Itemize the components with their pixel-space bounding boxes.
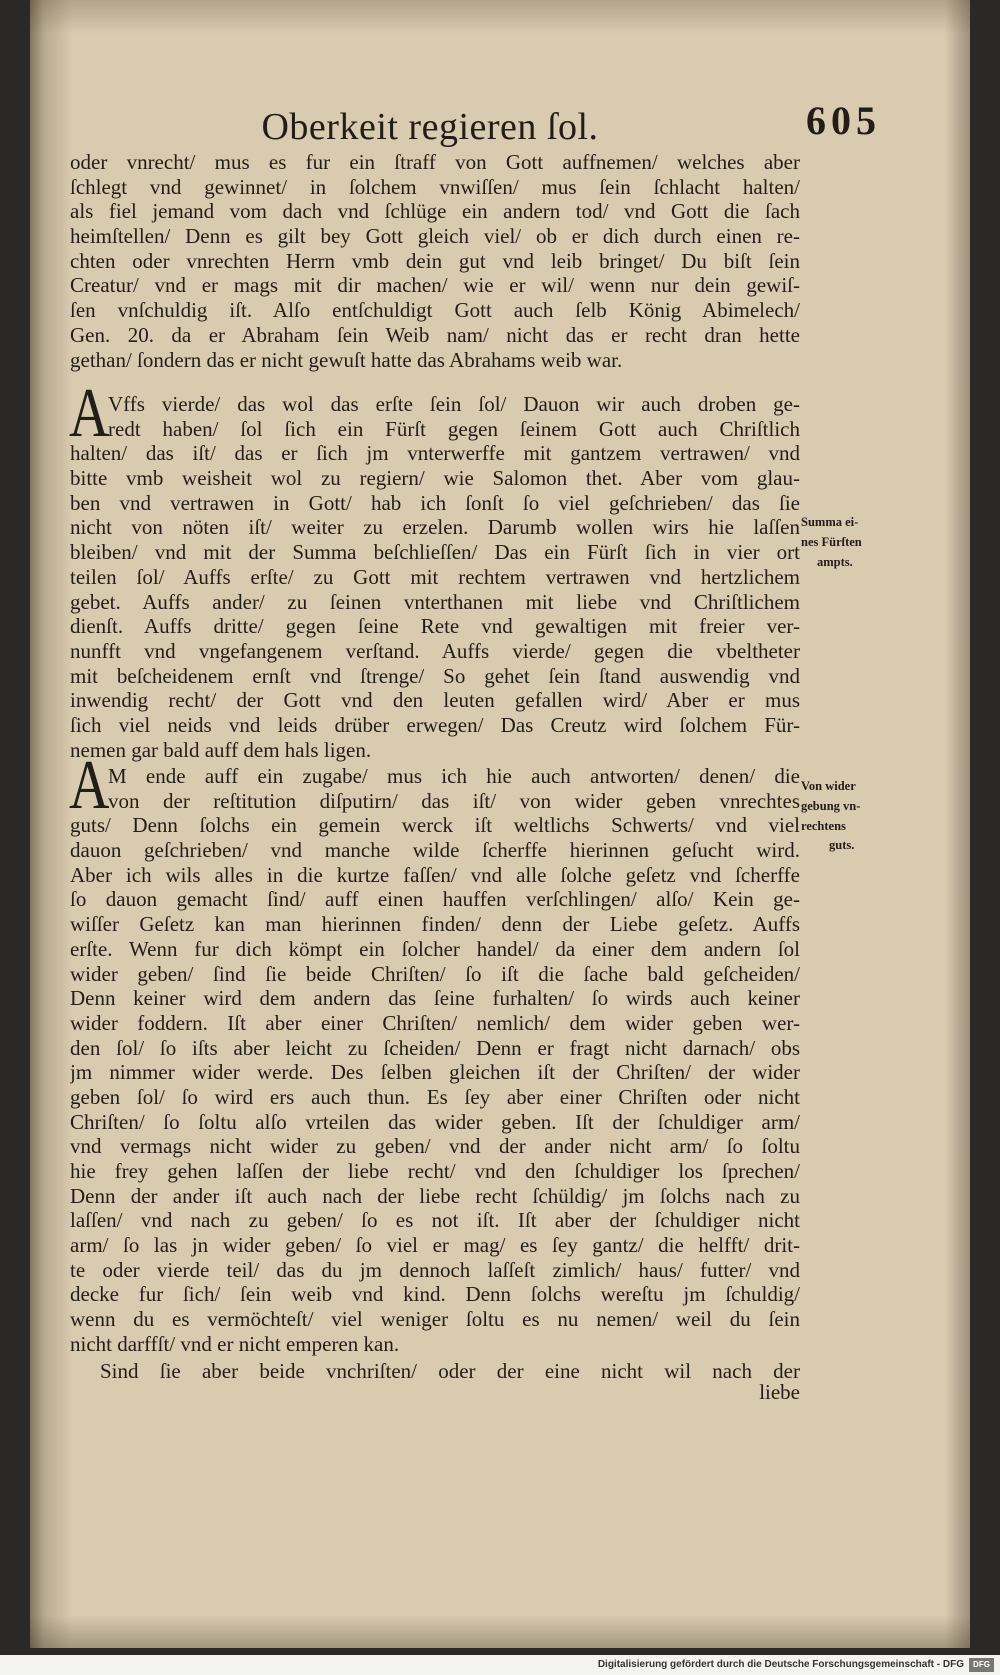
text-line: bitte vmb weisheit wol zu regiern/ wie Salomon thet. Aber vom glau- — [70, 466, 800, 491]
running-title: Oberkeit regieren ſol. — [261, 106, 599, 148]
margin-note-line: gebung vn- — [801, 798, 861, 813]
text-line: mit beſcheidenem ernſt vnd ſtrenge/ So gehet ſein ſtand auswendig vnd — [70, 663, 800, 688]
margin-note-line: ampts. — [817, 554, 853, 569]
text-line: wiſſer Geſetz kan man hierinnen finden/ denn der Liebe geſetz. Auffs — [70, 912, 800, 937]
text-line: wider geben/ ſind ſie beide Chriſten/ ſo iſt die ſache bald geſcheiden/ — [70, 961, 800, 986]
margin-note — [801, 513, 911, 572]
text-line: als fiel jemand vom dach vnd ſchlüge ein andern tod/ vnd Gott die ſach — [70, 199, 800, 224]
text-line: Creatur/ vnd er mags mit dir machen/ wie er wil/ wenn nur dein gewiſ- — [70, 273, 800, 298]
text-line: geben ſol/ ſo wird ers auch thun. Es ſey aber einer Chriſten oder nicht — [70, 1084, 800, 1109]
text-line: inwendig recht/ der Gott vnd den leuten gefallen wird/ Aber er mus — [70, 688, 800, 713]
text-line: halten/ das iſt/ das er ſich jm vnterwerffe mit gantzem vertrawen/ vnd — [70, 441, 800, 466]
margin-note — [801, 777, 911, 856]
text-line: laſſen/ vnd nach zu geben/ ſo es not iſt. Iſt aber der ſchuldiger nicht — [70, 1208, 800, 1233]
page-number: 605 — [806, 98, 881, 143]
text-line: heimſtellen/ Denn es gilt bey Gott gleich viel/ ob er dich durch einen re- — [70, 224, 800, 249]
text-line: ben vnd vertrawen in Gott/ hab ich ſonſt ſo viel geſchrieben/ das ſie — [70, 490, 800, 515]
text-line: dauon geſchrieben/ vnd manche wilde ſcherffe hierinnen geſucht wird. — [70, 838, 800, 863]
text-line: ſich viel neids vnd leids drüber erwegen/ Das Creutz wird ſolchem Für- — [70, 712, 800, 737]
text-line: den ſol/ ſo iſts aber leicht zu ſcheiden/ Denn er fragt nicht darnach/ obs — [70, 1035, 800, 1060]
text-line: erſte. Wenn fur dich kömpt ein ſolcher handel/ da einer dem andern ſol — [70, 936, 800, 961]
text-line: Aber ich wils alles in die kurtze faſſen/ vnd alle ſolche geſetz vnd ſcherffe — [70, 862, 800, 887]
dfg-logo: DFG — [969, 1658, 994, 1672]
paragraph-2 — [70, 392, 800, 762]
catchword: liebe — [759, 1380, 800, 1404]
margin-note-line: rechtens — [801, 818, 846, 833]
text-line: guts/ Denn ſolchs ein gemein werck iſt weltlichs Schwerts/ vnd viel — [70, 813, 800, 838]
text-line: hie frey gehen laſſen der liebe recht/ vnd den ſchuldiger los ſprechen/ — [70, 1159, 800, 1183]
text-line: wider foddern. Iſt aber einer Chriſten/ nemlich/ dem wider geben wer- — [70, 1010, 800, 1035]
text-line: teilen ſol/ Auffs erſte/ zu Gott mit rechtem vertrawen vnd hertzlichem — [70, 564, 800, 589]
text-line: Chriſten/ ſo ſoltu alſo vrteilen das wider geben. Iſt der ſchuldiger arm/ — [70, 1109, 800, 1134]
text-line: redt haben/ ſol ſich ein Fürſt gegen ſeinem Gott auch Chriſtlich — [108, 416, 800, 441]
text-line: bleiben/ vnd mit der Summa beſchlieſſen/ Das ein Fürſt ſich in vier ort — [70, 540, 800, 565]
text-line: chten oder vnrechten Herrn vmb dein gut vnd leib bringet/ Du biſt ſein — [70, 248, 800, 273]
text-line: Gen. 20. da er Abraham ſein Weib nam/ nicht das er recht dran hette — [70, 322, 800, 347]
text-line: gebet. Auffs ander/ zu ſeinen vnterthanen mit liebe vnd Chriſtlichem — [70, 589, 800, 614]
paragraph-1 — [70, 150, 800, 372]
text-line: jm nimmer wider werde. Des ſelben gleichen iſt der Chriſten/ der wider — [70, 1060, 800, 1085]
text-line: Denn der ander iſt auch nach der liebe recht ſchüldig/ jm ſolchs nach zu — [70, 1183, 800, 1208]
text-line: dienſt. Auffs dritte/ gegen ſeine Rete vnd gewaltigen mit freier ver- — [70, 614, 800, 639]
digitization-credit: Digitalisierung gefördert durch die Deutsche Forschungsgemeinschaft - DFG — [597, 1659, 964, 1670]
text-line: ſchlegt vnd gewinnet/ in ſolchem vnwiſſen/ mus ſein ſchlacht halten/ — [70, 174, 800, 199]
text-line: Sind ſie aber beide vnchriſten/ oder der eine nicht wil nach der — [100, 1359, 800, 1383]
drop-cap: A — [69, 747, 110, 824]
margin-note-line: nes Fürſten — [801, 534, 862, 549]
margin-note-line: guts. — [829, 838, 855, 853]
text-line: decke fur ſich/ ſein weib vnd kind. Denn ſolchs wereſtu jm ſchuldig/ — [70, 1282, 800, 1307]
text-line: gethan/ ſondern das er nicht gewuſt hatte das Abrahams weib war. — [70, 347, 623, 372]
text-line: ſo dauon gemacht ſind/ auff einen hauffen verſchlingen/ alſo/ Kein ge- — [70, 887, 800, 912]
text-line: arm/ ſo las jn wider geben/ ſo viel er mag/ es ſey gantz/ die helfft/ drit- — [70, 1233, 800, 1258]
text-line: ſen vnſchuldig iſt. Alſo entſchuldigt Gott auch ſelb König Abimelech/ — [70, 298, 800, 323]
text-line: vnd vermags nicht wider zu geben/ vnd der ander nicht arm/ ſo ſoltu — [70, 1134, 800, 1159]
text-line: nicht von nöten iſt/ weiter zu erzelen. Darumb wollen wirs hie laſſen — [70, 515, 800, 540]
text-line: M ende auff ein zugabe/ mus ich hie auch antworten/ denen/ die — [108, 764, 800, 788]
drop-cap: A — [69, 375, 110, 452]
text-line: nemen gar bald auff dem hals ligen. — [70, 737, 372, 762]
text-line: nunfft vnd vngefangenem verſtand. Auffs vierde/ gegen die vbeltheter — [70, 638, 800, 663]
text-line: Denn keiner wird dem andern das ſeine furhalten/ ſo wirds auch keiner — [70, 986, 800, 1011]
margin-note-line: Von wider — [801, 779, 856, 793]
text-line: Vffs vierde/ das wol das erſte ſein ſol/ Dauon wir auch droben ge- — [108, 392, 800, 416]
margin-note-line: Summa ei- — [801, 515, 859, 529]
text-line: wenn du es vermöchteſt/ viel weniger ſoltu es nu nemen/ weil du ſein — [70, 1307, 800, 1332]
text-line: oder vnrecht/ mus es fur ein ſtraff von Gott auffnemen/ welches aber — [70, 150, 800, 174]
text-line: nicht darffſt/ vnd er nicht emperen kan. — [70, 1331, 400, 1356]
text-line: te oder vierde teil/ das du jm dennoch laſſeſt zimlich/ haus/ futter/ vnd — [70, 1257, 800, 1282]
text-line: von der reſtitution diſputirn/ das iſt/ von wider geben vnrechtes — [108, 788, 800, 813]
paragraph-3 — [70, 764, 800, 1357]
